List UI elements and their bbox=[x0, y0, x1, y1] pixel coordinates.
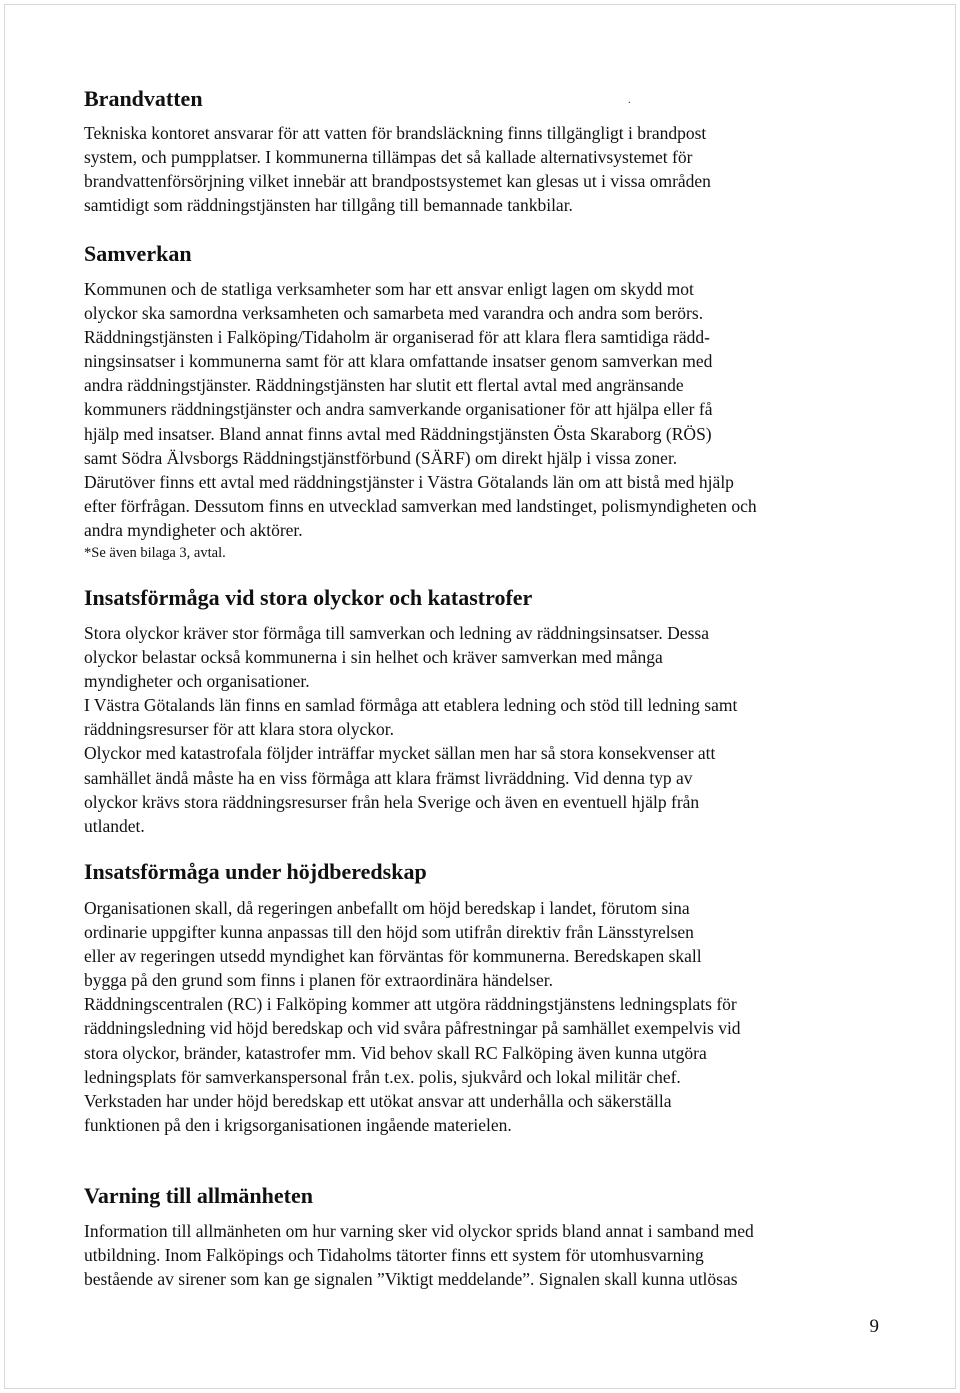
body-line: Olyckor med katastrofala följder inträffar mycket sällan men har så stora konsekvenser att bbox=[84, 743, 716, 764]
section-heading: Brandvatten bbox=[84, 86, 203, 111]
body-line: utlandet. bbox=[84, 815, 145, 836]
section-hojdberedskap bbox=[84, 859, 884, 1137]
body-line: Räddningscentralen (RC) i Falköping kommer att utgöra räddningstjänstens ledningsplats för bbox=[84, 994, 737, 1015]
body-line: samtidigt som räddningstjänsten har tillgång till bemannade tankbilar. bbox=[84, 195, 573, 216]
section-varning bbox=[84, 1183, 884, 1291]
body-line: kommuners räddningstjänster och andra samverkande organisationer för att hjälpa eller få bbox=[84, 399, 713, 420]
body-line: andra räddningstjänster. Räddningstjänsten har slutit ett flertal avtal med angränsande bbox=[84, 375, 684, 396]
body-line: Tekniska kontoret ansvarar för att vatten för brandsläckning finns tillgängligt i brandpost bbox=[84, 123, 707, 143]
body-line: bygga på den grund som finns i planen för extraordinära händelser. bbox=[84, 970, 553, 991]
body-line: Kommunen och de statliga verksamheter som har ett ansvar enligt lagen om skydd mot bbox=[84, 279, 694, 299]
body-line: funktionen på den i krigsorganisationen ingående materielen. bbox=[84, 1114, 512, 1135]
body-line: samhället ändå måste ha en viss förmåga att klara främst livräddning. Vid denna typ av bbox=[84, 767, 693, 788]
body-line: Därutöver finns ett avtal med räddningstjänster i Västra Götalands län om att bistå med hjälp bbox=[84, 471, 734, 492]
body-line: Stora olyckor kräver stor förmåga till samverkan och ledning av räddningsinsatser. Dessa bbox=[84, 623, 709, 643]
body-line: olyckor ska samordna verksamheten och samarbeta med varandra och andra som berörs. bbox=[84, 303, 704, 324]
body-line: Organisationen skall, då regeringen anbefallt om höjd beredskap i landet, förutom sina bbox=[84, 898, 690, 918]
body-line: eller av regeringen utsedd myndighet kan förväntas för kommunerna. Beredskapen skall bbox=[84, 946, 702, 967]
section-body bbox=[84, 277, 884, 542]
page-number: 9 bbox=[869, 1316, 879, 1337]
stray-mark: . bbox=[628, 95, 631, 106]
body-line: bestående av sirener som kan ge signalen ”Viktigt meddelande”. Signalen skall kunna utlösas bbox=[84, 1269, 738, 1290]
body-line: ningsinsatser i kommunerna samt för att klara omfattande insatser genom samverkan med bbox=[84, 351, 713, 372]
body-line: räddningsledning vid höjd beredskap och vid svåra påfrestningar på samhället exempelvis vid bbox=[84, 1018, 741, 1039]
body-line: ledningsplats för samverkanspersonal från t.ex. polis, sjukvård och lokal militär chef. bbox=[84, 1066, 681, 1087]
body-line: efter förfrågan. Dessutom finns en utvecklad samverkan med landstinget, polismyndigheten och bbox=[84, 495, 757, 516]
section-heading: Insatsförmåga vid stora olyckor och katastrofer bbox=[84, 585, 533, 610]
body-line: hjälp med insatser. Bland annat finns avtal med Räddningstjänsten Östa Skaraborg (RÖS) bbox=[84, 423, 712, 444]
body-line: olyckor krävs stora räddningsresurser från hela Sverige och även en eventuell hjälp från bbox=[84, 791, 700, 812]
body-line: stora olyckor, bränder, katastrofer mm. Vid behov skall RC Falköping även kunna utgöra bbox=[84, 1042, 707, 1063]
section-body bbox=[84, 621, 884, 838]
body-line: olyckor belastar också kommunerna i sin helhet och kräver samverkan med många bbox=[84, 647, 663, 668]
section-samverkan bbox=[84, 241, 884, 562]
body-line: samt Södra Älvsborgs Räddningstjänstförbund (SÄRF) om direkt hjälp i vissa zoner. bbox=[84, 447, 678, 468]
body-line: Räddningstjänsten i Falköping/Tidaholm är organiserad för att klara flera samtidiga rädd- bbox=[84, 327, 710, 348]
reference-note: *Se även bilaga 3, avtal. bbox=[84, 545, 226, 562]
section-stora-olyckor bbox=[84, 585, 884, 838]
body-line: I Västra Götalands län finns en samlad förmåga att etablera ledning och stöd till ledning samt bbox=[84, 695, 738, 716]
section-heading: Insatsförmåga under höjdberedskap bbox=[84, 859, 427, 884]
section-heading: Varning till allmänheten bbox=[84, 1183, 313, 1208]
body-line: Information till allmänheten om hur varning sker vid olyckor sprids bland annat i samband med bbox=[84, 1221, 754, 1241]
body-line: system, och pumpplatser. I kommunerna tillämpas det så kallade alternativsystemet för bbox=[84, 147, 693, 168]
body-line: myndigheter och organisationer. bbox=[84, 671, 310, 692]
body-line: utbildning. Inom Falköpings och Tidaholms tätorter finns ett system för utomhusvarning bbox=[84, 1245, 704, 1266]
body-line: ordinarie uppgifter kunna anpassas till den höjd som utifrån direktiv från Länsstyrelsen bbox=[84, 922, 694, 943]
section-body bbox=[84, 896, 884, 1137]
body-line: räddningsresurser för att klara stora olyckor. bbox=[84, 719, 395, 740]
section-body bbox=[84, 1219, 884, 1291]
body-line: Verkstaden har under höjd beredskap ett utökat ansvar att underhålla och säkerställa bbox=[84, 1090, 672, 1111]
body-line: andra myndigheter och aktörer. bbox=[84, 519, 303, 540]
section-body bbox=[84, 121, 884, 217]
section-heading: Samverkan bbox=[84, 241, 192, 266]
body-line: brandvattenförsörjning vilket innebär att brandpostsystemet kan glesas ut i vissa områden bbox=[84, 171, 711, 192]
section-brandvatten bbox=[84, 86, 884, 217]
